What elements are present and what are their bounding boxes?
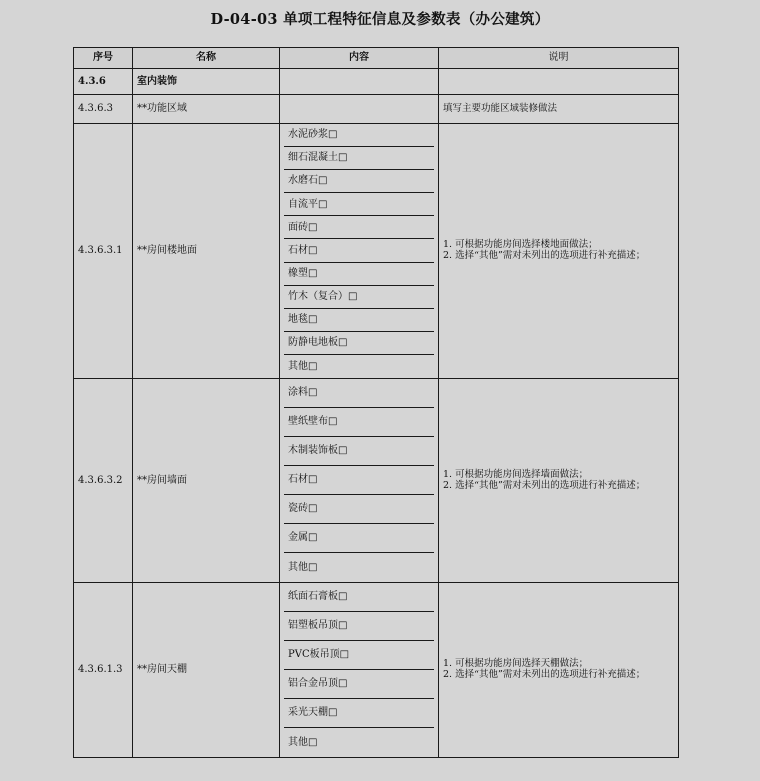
row-no: 4.3.6.3 <box>74 95 133 124</box>
group-no: 4.3.6.1.3 <box>74 583 133 758</box>
option-item: 其他□ <box>288 360 318 372</box>
group-row-floor <box>74 124 679 379</box>
group-desc <box>439 124 679 379</box>
desc-line: 1. 可根据功能房间选择楼地面做法； <box>443 239 598 251</box>
option-item: PVC板吊顶□ <box>284 641 434 670</box>
desc-line: 1. 可根据功能房间选择天棚做法； <box>443 658 589 670</box>
section-no: 4.3.6 <box>74 69 133 95</box>
spec-table <box>73 47 679 758</box>
option-item: 采光天棚□ <box>284 699 434 728</box>
header-name: 名称 <box>133 48 280 69</box>
option-item: 地毯□ <box>284 309 434 332</box>
option-item: 木制装饰板□ <box>284 437 434 466</box>
option-item: 石材□ <box>284 239 434 262</box>
option-item: 金属□ <box>284 524 434 553</box>
row-desc: 填写主要功能区域装修做法 <box>439 95 679 124</box>
table-row <box>74 95 679 124</box>
row-content <box>280 95 439 124</box>
option-item: 壁纸壁布□ <box>284 408 434 437</box>
document-title: D-04-03 单项工程特征信息及参数表（办公建筑） <box>210 11 550 28</box>
desc-line: 2. 选择“其他”需对未列出的选项进行补充描述； <box>443 250 646 262</box>
group-row-wall <box>74 379 679 583</box>
option-item: 竹木（复合）□ <box>284 286 434 309</box>
header-desc: 说明 <box>439 48 679 69</box>
header-content: 内容 <box>280 48 439 69</box>
desc-line: 2. 选择“其他”需对未列出的选项进行补充描述； <box>443 669 646 681</box>
group-desc <box>439 379 679 583</box>
option-item: 瓷砖□ <box>284 495 434 524</box>
group-row-ceiling <box>74 583 679 758</box>
option-item: 防静电地板□ <box>284 332 434 355</box>
row-name: **功能区域 <box>133 95 280 124</box>
option-item: 铝合金吊顶□ <box>284 670 434 699</box>
group-no: 4.3.6.3.1 <box>74 124 133 379</box>
header-row <box>74 48 679 69</box>
section-content <box>280 69 439 95</box>
option-item: 其他□ <box>288 561 318 573</box>
group-name: **房间楼地面 <box>133 124 280 379</box>
section-desc <box>439 69 679 95</box>
option-item: 纸面石膏板□ <box>284 583 434 612</box>
option-list <box>280 379 439 583</box>
option-item: 细石混凝土□ <box>284 147 434 170</box>
group-desc <box>439 583 679 758</box>
section-row <box>74 69 679 95</box>
section-name: 室内装饰 <box>133 69 280 95</box>
desc-line: 2. 选择“其他”需对未列出的选项进行补充描述； <box>443 479 646 491</box>
group-name: **房间天棚 <box>133 583 280 758</box>
option-item: 自流平□ <box>284 193 434 216</box>
option-item: 铝塑板吊顶□ <box>284 612 434 641</box>
group-name: **房间墙面 <box>133 379 280 583</box>
header-no: 序号 <box>74 48 133 69</box>
option-item: 石材□ <box>284 466 434 495</box>
group-no: 4.3.6.3.2 <box>74 379 133 583</box>
option-item: 橡塑□ <box>284 263 434 286</box>
option-item: 涂料□ <box>284 379 434 408</box>
option-item: 其他□ <box>288 736 318 748</box>
desc-line: 1. 可根据功能房间选择墙面做法； <box>443 468 589 480</box>
option-item: 面砖□ <box>284 216 434 239</box>
option-list <box>280 124 439 379</box>
option-item: 水磨石□ <box>284 170 434 193</box>
option-item: 水泥砂浆□ <box>284 124 434 147</box>
option-list <box>280 583 439 758</box>
